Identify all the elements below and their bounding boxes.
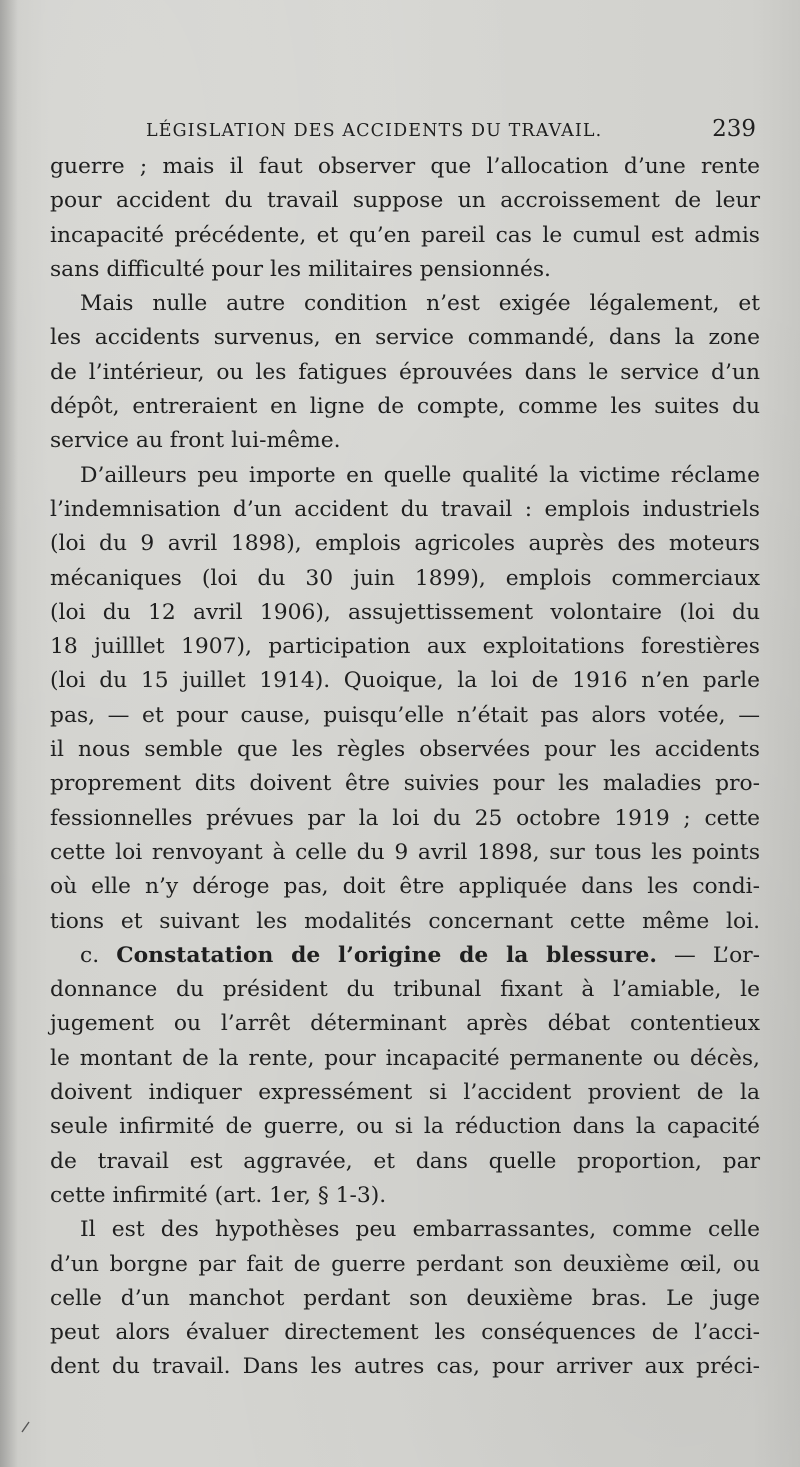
- body-text: [50, 150, 760, 1385]
- text-line: de l’intérieur, ou les fatigues éprouvées dans le service d’un: [50, 359, 760, 385]
- text-line: incapacité précédente, et qu’en pareil cas le cumul est admis: [50, 222, 760, 248]
- text-line: cette infirmité (art. 1er, § 1-3).: [50, 1182, 387, 1208]
- section-heading-line: [50, 939, 760, 973]
- text-line: sans difficulté pour les militaires pensionnés.: [50, 256, 551, 282]
- text-line: proprement dits doivent être suivies pour les maladies pro-: [50, 771, 760, 797]
- text-line: pour accident du travail suppose un accroissement de leur: [50, 188, 760, 214]
- text-line: dépôt, entreraient en ligne de compte, comme les suites du: [50, 394, 760, 420]
- page-number: 239: [712, 116, 756, 142]
- text-line: Mais nulle autre condition n’est exigée légalement, et: [80, 291, 760, 317]
- text-line: il nous semble que les règles observées pour les accidents: [50, 737, 760, 763]
- text-line: Il est des hypothèses peu embarrassantes, comme celle: [80, 1217, 760, 1243]
- text-line: (loi du 15 juillet 1914). Quoique, la loi de 1916 n’en parle: [50, 668, 760, 694]
- text-line: seule infirmité de guerre, ou si la réduction dans la capacité: [50, 1114, 760, 1140]
- text-line: de travail est aggravée, et dans quelle proportion, par: [50, 1148, 760, 1174]
- text-line: (loi du 12 avril 1906), assujettissement volontaire (loi du: [50, 599, 760, 625]
- text-line: pas, — et pour cause, puisqu’elle n’était pas alors votée, —: [50, 702, 760, 728]
- text-line: celle d’un manchot perdant son deuxième bras. Le juge: [50, 1285, 760, 1311]
- text-line: D’ailleurs peu importe en quelle qualité la victime réclame: [80, 462, 760, 488]
- text-line: cette loi renvoyant à celle du 9 avril 1898, sur tous les points: [50, 839, 760, 865]
- text-line: les accidents survenus, en service commandé, dans la zone: [50, 325, 760, 351]
- text-line: tions et suivant les modalités concernant cette même loi.: [50, 908, 760, 934]
- text-line: fessionnelles prévues par la loi du 25 octobre 1919 ; cette: [50, 805, 760, 831]
- text-line: 18 juilllet 1907), participation aux exploitations forestières: [50, 634, 760, 660]
- text-line: mécaniques (loi du 30 juin 1899), emplois commerciaux: [50, 565, 760, 591]
- text-line: l’indemnisation d’un accident du travail : emplois industriels: [50, 496, 760, 522]
- text-line: service au front lui-même.: [50, 428, 341, 454]
- text-line: jugement ou l’arrêt déterminant après débat contentieux: [50, 1011, 760, 1037]
- section-heading: Constatation de l’origine de la blessure.: [116, 942, 657, 968]
- text-line: (loi du 9 avril 1898), emplois agricoles auprès des moteurs: [50, 531, 760, 557]
- text-line: guerre ; mais il faut observer que l’allocation d’une rente: [50, 154, 760, 179]
- running-header: [146, 116, 756, 146]
- text-line: peut alors évaluer directement les conséquences de l’acci-: [50, 1320, 760, 1346]
- text-line: dent du travail. Dans les autres cas, pour arriver aux préci-: [50, 1354, 760, 1380]
- section-heading-continuation: — L’or-: [674, 942, 760, 968]
- text-line: le montant de la rente, pour incapacité permanente ou décès,: [50, 1045, 760, 1071]
- scan-speck-mark: [20, 1420, 32, 1434]
- text-line: d’un borgne par fait de guerre perdant son deuxième œil, ou: [50, 1251, 760, 1277]
- text-line: où elle n’y déroge pas, doit être appliquée dans les condi-: [50, 874, 760, 900]
- text-line: doivent indiquer expressément si l’accident provient de la: [50, 1080, 760, 1106]
- page-edge-shadow: [0, 0, 18, 1467]
- text-line: donnance du président du tribunal fixant à l’amiable, le: [50, 977, 760, 1003]
- running-title: LÉGISLATION DES ACCIDENTS DU TRAVAIL.: [146, 121, 603, 141]
- section-letter: c.: [80, 942, 100, 968]
